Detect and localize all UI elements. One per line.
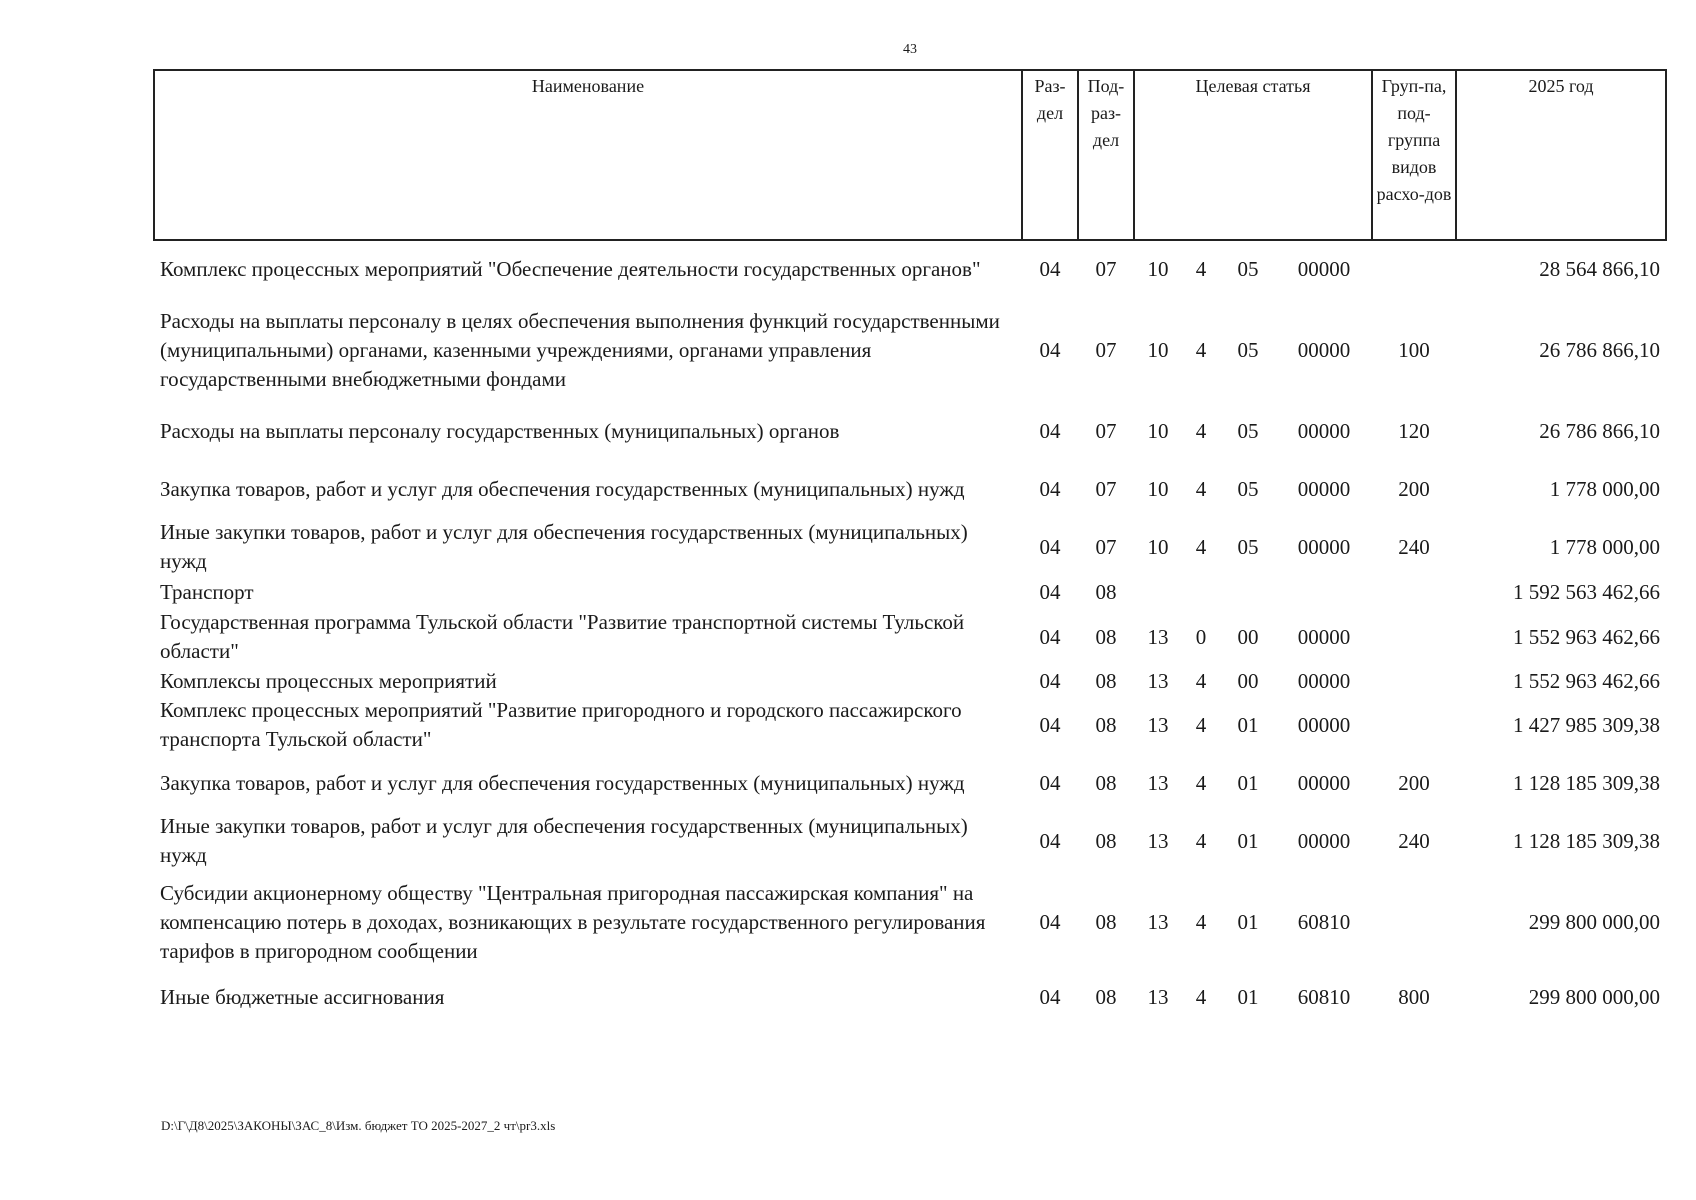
row-target-type: 4 <box>1195 770 1207 795</box>
row-section: 04 <box>1039 257 1061 281</box>
row-target-type: 0 <box>1195 624 1207 649</box>
row-amount: 299 800 000,00 <box>1528 909 1661 934</box>
row-target-direction <box>1276 576 1372 608</box>
row-target-program: 13 <box>1147 984 1169 1009</box>
row-subsection: 08 <box>1095 984 1117 1009</box>
table-header <box>154 70 1666 240</box>
row-amount: 1 427 985 309,38 <box>1513 712 1661 737</box>
row-amount: 28 564 866,10 <box>1539 257 1661 281</box>
table-row <box>154 666 1666 696</box>
row-subsection: 07 <box>1095 476 1117 501</box>
row-target-type: 4 <box>1195 476 1207 501</box>
row-amount: 1 592 563 462,66 <box>1513 579 1661 604</box>
row-expense-group <box>1372 696 1456 754</box>
row-subsection: 07 <box>1095 534 1117 559</box>
row-target-group: 01 <box>1237 909 1259 934</box>
table-row <box>154 240 1666 298</box>
row-target-direction: 60810 <box>1297 909 1351 934</box>
header-section: Раз-дел <box>1022 70 1078 240</box>
row-subsection: 08 <box>1095 828 1117 853</box>
row-expense-group <box>1372 666 1456 696</box>
row-subsection: 07 <box>1095 257 1117 281</box>
row-section: 04 <box>1039 909 1061 934</box>
row-target-direction: 00000 <box>1297 770 1351 795</box>
row-target-program: 10 <box>1147 418 1169 443</box>
header-year-2025: 2025 год <box>1456 70 1666 240</box>
row-target-group: 01 <box>1237 770 1259 795</box>
table-row <box>154 608 1666 666</box>
row-expense-group <box>1372 576 1456 608</box>
row-subsection: 08 <box>1095 579 1117 604</box>
row-target-group: 05 <box>1237 476 1259 501</box>
row-target-program: 10 <box>1147 337 1169 362</box>
row-name: Иные бюджетные ассигнования <box>160 984 445 1009</box>
table-row <box>154 518 1666 576</box>
row-section: 04 <box>1039 418 1061 443</box>
row-amount: 1 778 000,00 <box>1549 534 1661 559</box>
row-target-group: 01 <box>1237 984 1259 1009</box>
row-amount: 1 552 963 462,66 <box>1513 668 1661 693</box>
row-name: Иные закупки товаров, работ и услуг для обеспечения государственных (муниципальных) нужд <box>160 520 968 573</box>
row-name: Закупка товаров, работ и услуг для обеспечения государственных (муниципальных) нужд <box>160 770 965 795</box>
row-target-group: 00 <box>1237 668 1259 693</box>
row-target-group <box>1220 576 1276 608</box>
row-amount: 1 128 185 309,38 <box>1513 828 1661 853</box>
row-expense-group: 240 <box>1398 534 1430 559</box>
row-target-direction: 00000 <box>1297 624 1351 649</box>
row-target-program: 13 <box>1147 770 1169 795</box>
row-target-type: 4 <box>1195 909 1207 934</box>
table-row <box>154 812 1666 870</box>
row-name: Расходы на выплаты персоналу государственных (муниципальных) органов <box>160 418 840 443</box>
row-name: Расходы на выплаты персоналу в целях обеспечения выполнения функций государственными (муниципальными) органами, казенными учреждениями, органами управления государственными внебюджетными фондами <box>160 308 1000 391</box>
row-name: Транспорт <box>160 579 254 604</box>
row-target-program: 10 <box>1147 476 1169 501</box>
row-expense-group: 120 <box>1398 418 1430 443</box>
row-section: 04 <box>1039 534 1061 559</box>
row-expense-group <box>1372 608 1456 666</box>
row-expense-group: 240 <box>1398 828 1430 853</box>
row-section: 04 <box>1039 828 1061 853</box>
row-target-group: 05 <box>1237 534 1259 559</box>
row-target-type: 4 <box>1195 534 1207 559</box>
row-amount: 1 552 963 462,66 <box>1513 624 1661 649</box>
row-target-group: 01 <box>1237 712 1259 737</box>
row-target-direction: 00000 <box>1297 418 1351 443</box>
table-row <box>154 870 1666 974</box>
row-target-direction: 00000 <box>1297 337 1351 362</box>
header-target-article: Целевая статья <box>1134 70 1372 240</box>
row-amount: 26 786 866,10 <box>1539 337 1661 362</box>
table-row <box>154 460 1666 518</box>
row-expense-group <box>1372 240 1456 298</box>
row-name: Государственная программа Тульской области "Развитие транспортной системы Тульской области" <box>160 610 965 663</box>
row-expense-group: 100 <box>1398 337 1430 362</box>
row-section: 04 <box>1039 337 1061 362</box>
table-row <box>154 974 1666 1020</box>
row-subsection: 08 <box>1095 624 1117 649</box>
row-target-direction: 00000 <box>1297 476 1351 501</box>
row-target-program <box>1134 576 1182 608</box>
table-row <box>154 754 1666 812</box>
row-expense-group: 200 <box>1398 770 1430 795</box>
budget-table <box>153 69 1667 1020</box>
row-subsection: 08 <box>1095 909 1117 934</box>
row-subsection: 08 <box>1095 712 1117 737</box>
table-body <box>154 240 1666 1020</box>
row-target-direction: 00000 <box>1297 668 1351 693</box>
row-amount: 1 128 185 309,38 <box>1513 770 1661 795</box>
row-section: 04 <box>1039 624 1061 649</box>
row-target-group: 01 <box>1237 828 1259 853</box>
row-target-program: 13 <box>1147 668 1169 693</box>
header-expense-group: Груп-па, под-группа видов расхо-дов <box>1372 70 1456 240</box>
row-subsection: 08 <box>1095 770 1117 795</box>
row-target-type: 4 <box>1195 984 1207 1009</box>
row-target-direction: 00000 <box>1297 257 1351 281</box>
row-expense-group <box>1372 870 1456 974</box>
table-row <box>154 576 1666 608</box>
row-subsection: 07 <box>1095 337 1117 362</box>
table-row <box>154 402 1666 460</box>
row-name: Иные закупки товаров, работ и услуг для обеспечения государственных (муниципальных) нужд <box>160 814 968 867</box>
row-target-group: 05 <box>1237 418 1259 443</box>
row-target-program: 13 <box>1147 828 1169 853</box>
row-target-direction: 00000 <box>1297 534 1351 559</box>
row-target-program: 10 <box>1147 257 1169 281</box>
row-amount: 1 778 000,00 <box>1549 476 1661 501</box>
table-row <box>154 298 1666 402</box>
row-target-direction: 00000 <box>1297 828 1351 853</box>
row-name: Закупка товаров, работ и услуг для обеспечения государственных (муниципальных) нужд <box>160 476 965 501</box>
row-target-program: 10 <box>1147 534 1169 559</box>
row-target-group: 00 <box>1237 624 1259 649</box>
row-name: Комплекс процессных мероприятий "Развитие пригородного и городского пассажирского транспорта Тульской области" <box>160 698 962 751</box>
row-target-type: 4 <box>1195 828 1207 853</box>
row-name: Комплекс процессных мероприятий "Обеспечение деятельности государственных органов" <box>160 257 981 281</box>
row-section: 04 <box>1039 579 1061 604</box>
row-name: Комплексы процессных мероприятий <box>160 668 497 693</box>
row-amount: 299 800 000,00 <box>1528 984 1661 1009</box>
page-number: 43 <box>903 42 917 57</box>
row-target-type <box>1182 576 1220 608</box>
table-row <box>154 696 1666 754</box>
row-amount: 26 786 866,10 <box>1539 418 1661 443</box>
row-target-type: 4 <box>1195 712 1207 737</box>
row-target-program: 13 <box>1147 909 1169 934</box>
header-name: Наименование <box>154 70 1022 240</box>
row-section: 04 <box>1039 668 1061 693</box>
row-section: 04 <box>1039 476 1061 501</box>
footer-file-path: D:\Г\Д8\2025\ЗАКОНЫ\ЗАС_8\Изм. бюджет ТО 2025-2027_2 чт\pr3.xls <box>161 1118 556 1133</box>
row-section: 04 <box>1039 712 1061 737</box>
row-target-group: 05 <box>1237 257 1259 281</box>
row-target-direction: 60810 <box>1297 984 1351 1009</box>
row-section: 04 <box>1039 770 1061 795</box>
row-target-type: 4 <box>1195 337 1207 362</box>
row-target-group: 05 <box>1237 337 1259 362</box>
row-target-program: 13 <box>1147 712 1169 737</box>
row-expense-group: 800 <box>1398 984 1430 1009</box>
row-expense-group: 200 <box>1398 476 1430 501</box>
row-target-type: 4 <box>1195 668 1207 693</box>
row-target-type: 4 <box>1195 257 1207 281</box>
row-subsection: 07 <box>1095 418 1117 443</box>
row-target-type: 4 <box>1195 418 1207 443</box>
row-subsection: 08 <box>1095 668 1117 693</box>
row-target-program: 13 <box>1147 624 1169 649</box>
header-subsection: Под-раз-дел <box>1078 70 1134 240</box>
row-target-direction: 00000 <box>1297 712 1351 737</box>
row-section: 04 <box>1039 984 1061 1009</box>
row-name: Субсидии акционерному обществу "Центральная пригородная пассажирская компания" на компенсацию потерь в доходах, возникающих в результате государственного регулирования тарифов в пригородном сообщении <box>160 880 986 963</box>
